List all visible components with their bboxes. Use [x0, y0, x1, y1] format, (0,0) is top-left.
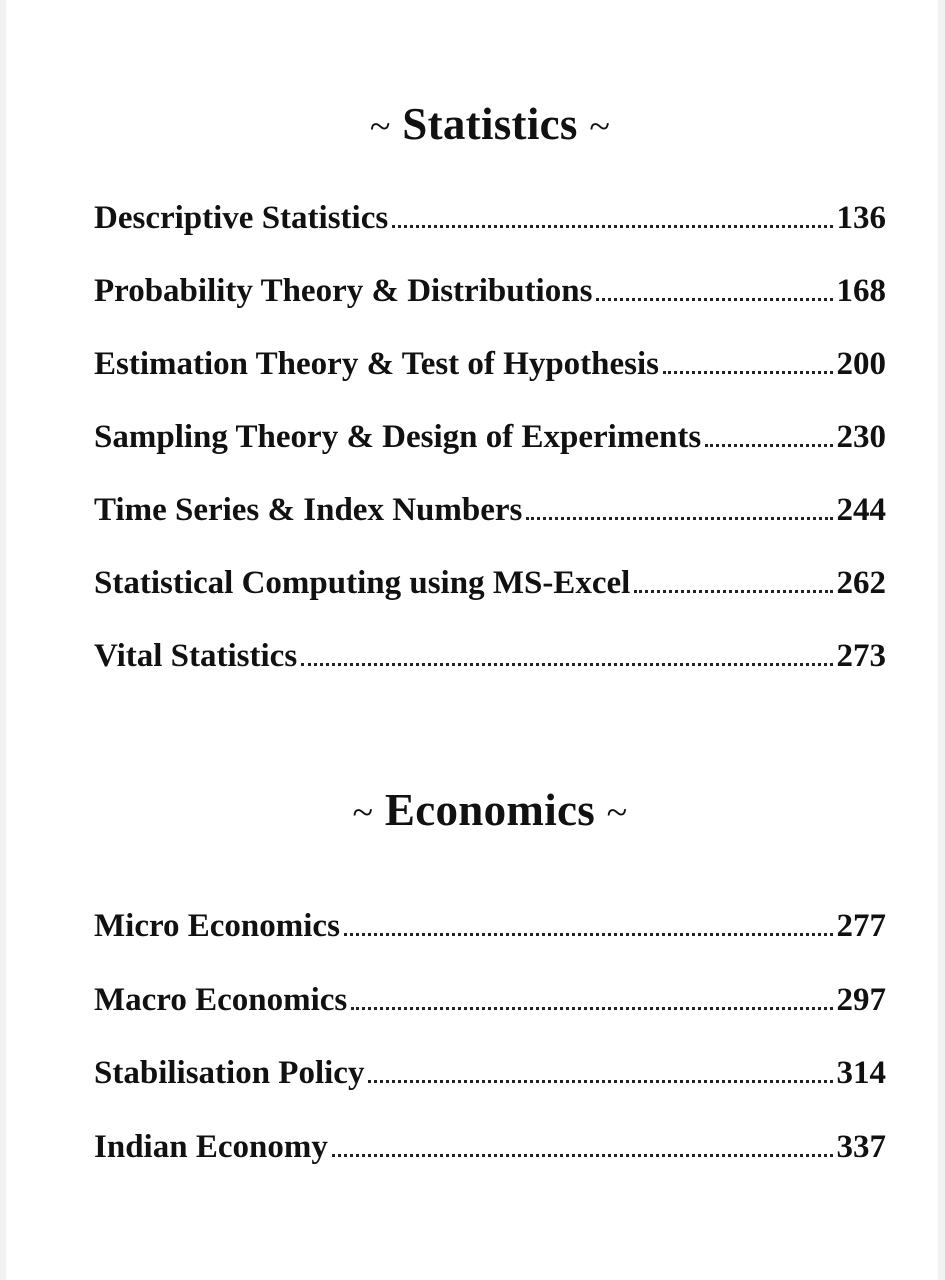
toc-entry-page-number: 200: [836, 346, 886, 382]
toc-entry-title: Statistical Computing using MS-Excel: [94, 565, 631, 601]
toc-list: [94, 890, 886, 1184]
toc-entry-title: Indian Economy: [94, 1128, 328, 1165]
toc-entry-page-number: 230: [836, 419, 886, 455]
toc-entry[interactable]: [94, 1037, 886, 1111]
dot-leader: [351, 1007, 832, 1010]
toc-entry-page-number: 273: [836, 638, 886, 674]
toc-entry-page-number: 168: [836, 273, 886, 309]
toc-entry-title: Stabilisation Policy: [94, 1055, 365, 1091]
dot-leader: [705, 444, 832, 447]
toc-entry[interactable]: [94, 182, 886, 255]
dot-leader: [634, 590, 832, 593]
toc-entry-title: Sampling Theory & Design of Experiments: [94, 419, 702, 455]
section-heading-text: Economics: [384, 785, 596, 835]
toc-entry-page-number: 244: [836, 492, 886, 528]
dot-leader: [301, 663, 832, 666]
toc-entry-page-number: 314: [836, 1055, 886, 1091]
toc-entry-title: Descriptive Statistics: [94, 200, 389, 236]
toc-entry[interactable]: [94, 401, 886, 474]
toc-entry[interactable]: [94, 964, 886, 1038]
tilde-ornament-left: ~: [352, 792, 374, 834]
dot-leader: [332, 1154, 833, 1157]
toc-entry[interactable]: [94, 328, 886, 401]
toc-entry-title: Probability Theory & Distributions: [94, 273, 593, 309]
tilde-ornament-right: ~: [606, 792, 628, 834]
dot-leader: [368, 1080, 832, 1083]
toc-section-statistics: [94, 96, 886, 693]
toc-entry[interactable]: [94, 255, 886, 328]
toc-entry-title: Micro Economics: [94, 908, 340, 944]
toc-entry[interactable]: [94, 474, 886, 547]
toc-entry-page-number: 262: [836, 565, 886, 601]
section-heading-text: Statistics: [402, 99, 578, 149]
tilde-ornament-right: ~: [589, 106, 611, 148]
toc-entry-title: Vital Statistics: [94, 638, 298, 674]
tilde-ornament-left: ~: [369, 106, 391, 148]
document-page: [6, 0, 938, 1280]
toc-list: [94, 182, 886, 693]
section-heading: [94, 96, 886, 152]
toc-entry-title: Macro Economics: [94, 981, 348, 1018]
section-heading: [94, 782, 886, 838]
toc-entry[interactable]: [94, 547, 886, 620]
toc-entry[interactable]: [94, 1111, 886, 1185]
toc-section-economics: [94, 782, 886, 1184]
toc-entry-page-number: 277: [836, 908, 886, 944]
toc-entry-title: Time Series & Index Numbers: [94, 492, 523, 528]
dot-leader: [344, 933, 833, 936]
toc-entry[interactable]: [94, 620, 886, 693]
dot-leader: [526, 517, 832, 520]
dot-leader: [596, 298, 832, 301]
toc-entry-page-number: 297: [836, 981, 886, 1018]
dot-leader: [392, 225, 832, 228]
toc-entry-page-number: 337: [836, 1128, 886, 1165]
toc-entry-title: Estimation Theory & Test of Hypothesis: [94, 346, 660, 382]
toc-entry[interactable]: [94, 890, 886, 964]
dot-leader: [663, 371, 832, 374]
toc-entry-page-number: 136: [836, 200, 886, 236]
